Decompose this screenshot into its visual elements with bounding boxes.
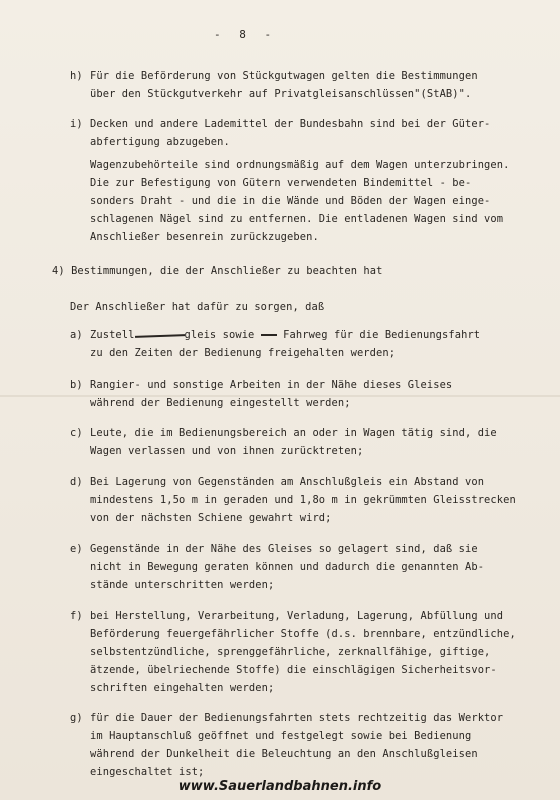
page-number: - 8 - — [214, 28, 278, 41]
item-i-paragraph-line: Die zur Befestigung von Gütern verwendeten Bindemittel - be- — [90, 177, 472, 189]
item-h-label: h) — [70, 70, 83, 82]
item-c-line: Wagen verlassen und von ihnen zurücktreten; — [90, 445, 364, 457]
item-d-line: Bei Lagerung von Gegenständen am Anschlußgleis ein Abstand von — [90, 476, 485, 488]
item-f-label: f) — [70, 610, 83, 622]
section-intro: Der Anschließer hat dafür zu sorgen, daß — [70, 301, 325, 313]
item-f-line: bei Herstellung, Verarbeitung, Verladung, Lagerung, Abfüllung und — [90, 610, 504, 622]
item-b-line: während der Bedienung eingestellt werden; — [90, 397, 351, 409]
item-f-line: ätzende, übelriechende Stoffe) die einschlägigen Sicherheitsvor- — [90, 664, 497, 676]
item-i-paragraph-line: sonders Draht - und die in die Wände und Böden der Wagen einge- — [90, 195, 491, 207]
item-a-text: gleis sowie — [184, 329, 255, 341]
item-a-line: zu den Zeiten der Bedienung freigehalten werden; — [90, 347, 396, 359]
item-i-paragraph-line: schlagenen Nägel sind zu entfernen. Die entladenen Wagen sind vom — [90, 213, 504, 225]
item-e-line: nicht in Bewegung geraten können und dadurch die genannten Ab- — [90, 561, 485, 573]
item-f-line: Beförderung feuergefährlicher Stoffe (d.s. brennbare, entzündliche, — [90, 628, 516, 640]
item-i-paragraph-line: Wagenzubehörteile sind ordnungsmäßig auf dem Wagen unterzubringen. — [90, 159, 510, 171]
item-i-paragraph-line: Anschließer besenrein zurückzugeben. — [90, 231, 319, 243]
item-i-label: i) — [70, 118, 83, 130]
item-h-line: über den Stückgutverkehr auf Privatgleisanschlüssen"(StAB)". — [90, 88, 472, 100]
item-i-line: Decken und andere Lademittel der Bundesbahn sind bei der Güter- — [90, 118, 491, 130]
watermark: www.Sauerlandbahnen.info — [178, 779, 382, 794]
item-a-label: a) — [70, 329, 83, 341]
item-e-label: e) — [70, 543, 83, 555]
item-e-line: Gegenstände in der Nähe des Gleises so gelagert sind, daß sie — [90, 543, 478, 555]
item-a-line — [90, 329, 480, 341]
strikethrough-mark — [261, 330, 277, 340]
item-h-line: Für die Beförderung von Stückgutwagen gelten die Bestimmungen — [90, 70, 478, 82]
item-g-line: im Hauptanschluß geöffnet und festgelegt sowie bei Bedienung — [90, 730, 472, 742]
section-heading: 4) Bestimmungen, die der Anschließer zu beachten hat — [52, 265, 383, 277]
item-a-text: Fahrweg für die Bedienungsfahrt — [283, 329, 481, 341]
strikethrough-mark — [135, 330, 185, 340]
item-b-label: b) — [70, 379, 83, 391]
item-d-line: mindestens 1,5o m in geraden und 1,8o m in gekrümmten Gleisstrecken — [90, 494, 516, 506]
item-d-label: d) — [70, 476, 83, 488]
item-c-label: c) — [70, 427, 83, 439]
item-g-line: für die Dauer der Bedienungsfahrten stets rechtzeitig das Werktor — [90, 712, 504, 724]
item-f-line: selbstentzündliche, sprenggefährliche, zerknallfähige, giftige, — [90, 646, 491, 658]
item-c-line: Leute, die im Bedienungsbereich an oder in Wagen tätig sind, die — [90, 427, 497, 439]
item-f-line: schriften eingehalten werden; — [90, 682, 275, 694]
item-i-line: abfertigung abzugeben. — [90, 136, 230, 148]
item-g-line: während der Dunkelheit die Beleuchtung an den Anschlußgleisen — [90, 748, 478, 760]
item-a-text: Zustell — [90, 329, 135, 341]
item-g-label: g) — [70, 712, 83, 724]
item-g-line: eingeschaltet ist; — [90, 766, 205, 778]
item-e-line: stände unterschritten werden; — [90, 579, 275, 591]
item-b-line: Rangier- und sonstige Arbeiten in der Nähe dieses Gleises — [90, 379, 453, 391]
item-d-line: von der nächsten Schiene gewahrt wird; — [90, 512, 332, 524]
